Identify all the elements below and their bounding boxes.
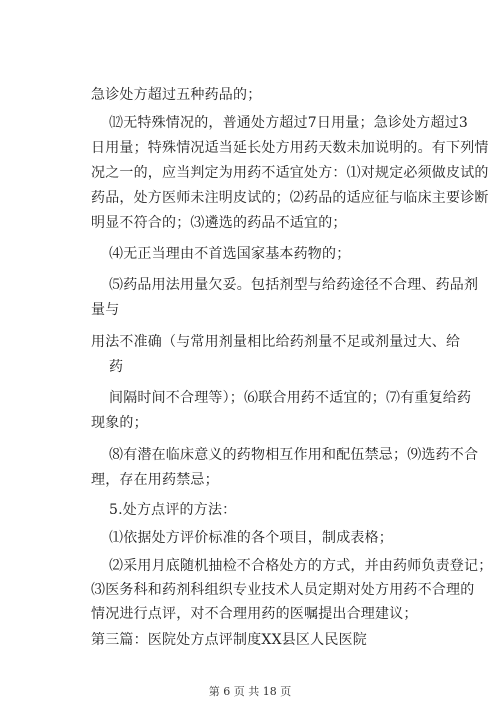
text-line-19: ⑶医务科和药剂科组织专业技术人员定期对处方用药不合理的 [91,582,475,598]
text-line-10: 用法不准确（与常用剂量相比给药剂量不足或剂量过大、给 [91,334,461,350]
text-line-7: ⑷无正当理由不首选国家基本药物的； [109,246,351,262]
text-line-1: 急诊处方超过五种药品的； [91,87,262,103]
text-line-4: 况之一的，应当判定为用药不适宜处方：⑴对规定必须做皮试的 [91,165,489,181]
text-line-8: ⑸药品用法用量欠妥。包括剂型与给药途径不合理、药品剂 [109,277,479,293]
text-line-11: 药 [109,359,124,375]
text-line-5: 药品，处方医师未注明皮试的；⑵药品的适应征与临床主要诊断 [91,190,489,206]
text-line-12: 间隔时间不合理等）；⑹联合用药不适宜的；⑺有重复给药 [109,390,472,406]
text-line-6: 明显不符合的；⑶遴选的药品不适宜的； [91,215,347,231]
text-line-17: ⑴依据处方评价标准的各个项目，制成表格； [109,530,393,546]
text-line-20: 情况进行点评，对不合理用药的医嘱提出合理建议； [91,606,418,622]
text-line-14: ⑻有潜在临床意义的药物相互作用和配伍禁忌；⑼选药不合 [109,447,479,463]
text-line-15: 理，存在用药禁忌； [91,472,219,488]
text-line-9: 量与 [91,302,120,318]
page-number-footer: 第 6 页 共 18 页 [208,685,292,698]
text-line-2: ⑿无特殊情况的，普通处方超过7日用量；急诊处方超过3 [109,115,469,131]
text-line-21: 第三篇：医院处方点评制度XX县区人民医院 [91,632,367,648]
text-line-18: ⑵采用月底随机抽检不合格处方的方式，并由药师负责登记； [109,558,493,574]
text-line-3: 日用量；特殊情况适当延长处方用药天数未加说明的。有下列情 [91,140,489,156]
text-line-13: 现象的； [91,415,148,431]
text-line-16: 5.处方点评的方法： [109,502,237,518]
